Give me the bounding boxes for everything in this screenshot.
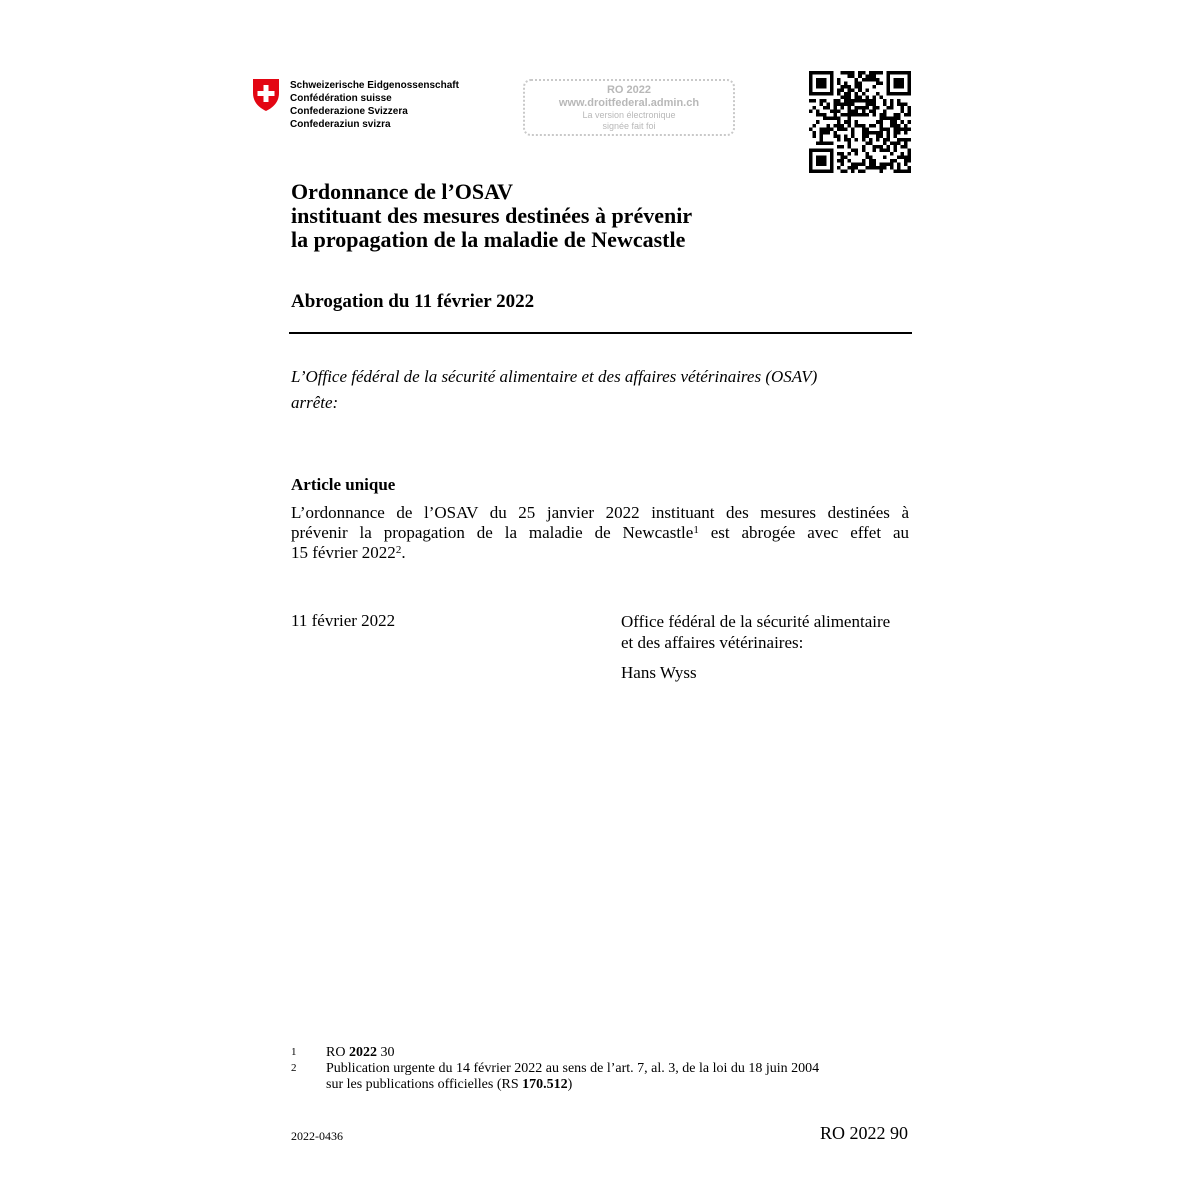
footnote-text-part: ) xyxy=(567,1077,573,1092)
authority-line-de: Schweizerische Eidgenossenschaft xyxy=(290,80,459,91)
article-text: prévenir la propagation de la maladie de Newcastle xyxy=(291,523,694,542)
authority-line-fr: Confédération suisse xyxy=(290,93,392,104)
swiss-cross-shield-icon xyxy=(251,78,281,112)
footnote-text-part: RO xyxy=(326,1045,349,1060)
footnote-text-part: 30 xyxy=(376,1045,395,1060)
footnote-text xyxy=(326,1061,911,1093)
stamp-ro: RO 2022 xyxy=(606,84,652,96)
ro-reference: RO 2022 90 xyxy=(820,1123,909,1143)
footnote-bold: 170.512 xyxy=(522,1077,568,1092)
federal-authority-names xyxy=(290,79,459,131)
preamble xyxy=(291,364,817,416)
stamp-note-1: La version électronique xyxy=(582,110,676,120)
preamble-line: L’Office fédéral de la sécurité alimentaire et des affaires vétérinaires (OSAV) xyxy=(291,367,818,386)
footnotes xyxy=(291,1045,911,1093)
electronic-signature-stamp xyxy=(523,79,735,136)
article-line xyxy=(291,543,909,563)
preamble-line: arrête: xyxy=(291,393,339,412)
footnote-text xyxy=(326,1045,911,1061)
title-divider xyxy=(289,332,912,334)
article-text: 15 février 2022 xyxy=(291,543,396,562)
title-line: la propagation de la maladie de Newcastle xyxy=(291,227,686,252)
article-text: . xyxy=(401,543,406,562)
title-line: Ordonnance de l’OSAV xyxy=(291,179,514,204)
article-body xyxy=(291,503,909,563)
footnote-1 xyxy=(291,1045,911,1061)
signer-name: Hans Wyss xyxy=(621,663,697,682)
authority-line-rm: Confederaziun svizra xyxy=(290,119,391,130)
article-text: est abrogée avec effet au xyxy=(698,523,909,542)
footnote-ref-1[interactable]: 1 xyxy=(693,524,699,536)
footnote-line xyxy=(326,1077,911,1093)
article-heading: Article unique xyxy=(291,475,396,494)
stamp-url: www.droitfederal.admin.ch xyxy=(558,97,700,109)
footnote-ref-2[interactable]: 2 xyxy=(395,544,402,556)
article-line: L’ordonnance de l’OSAV du 25 janvier 2022 instituant des mesures destinées à xyxy=(291,503,909,522)
footnote-number: 2 xyxy=(291,1062,297,1074)
footnote-line: Publication urgente du 14 février 2022 au sens de l’art. 7, al. 3, de la loi du 18 juin 2004 xyxy=(326,1061,820,1076)
document-subtitle: Abrogation du 11 février 2022 xyxy=(291,291,535,312)
footnote-text-part: sur les publications officielles (RS xyxy=(326,1077,523,1092)
footnote-bold: 2022 xyxy=(348,1045,377,1060)
authority-line-it: Confederazione Svizzera xyxy=(290,106,408,117)
qr-code-icon xyxy=(809,71,911,173)
title-line: instituant des mesures destinées à prévenir xyxy=(291,203,693,228)
footnote-number: 1 xyxy=(291,1046,297,1058)
footnote-2 xyxy=(291,1061,911,1093)
document-number: 2022-0436 xyxy=(291,1129,343,1143)
signature-date: 11 février 2022 xyxy=(291,611,396,630)
office-line: Office fédéral de la sécurité alimentaire xyxy=(621,612,891,631)
stamp-note-2: signée fait foi xyxy=(602,121,656,131)
article-line xyxy=(291,523,909,543)
signing-office xyxy=(621,611,890,653)
document-title xyxy=(291,180,692,252)
office-line: et des affaires vétérinaires: xyxy=(621,633,804,652)
